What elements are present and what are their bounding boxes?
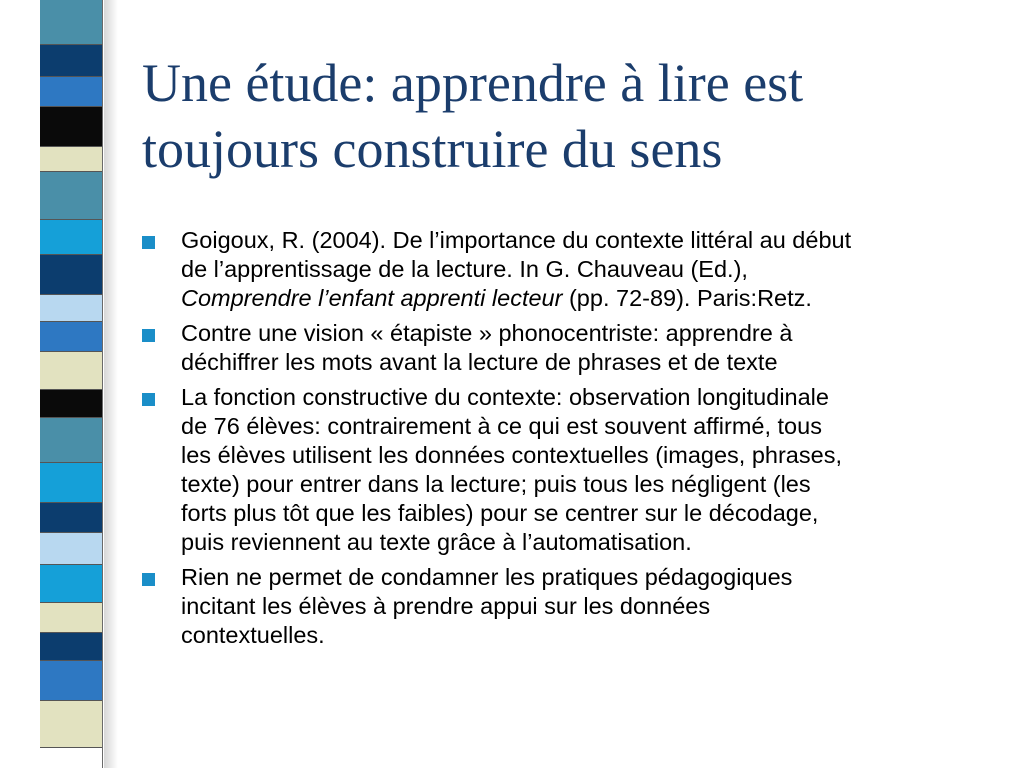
stripe-segment [40, 220, 102, 255]
bullet-item [142, 226, 1002, 313]
stripe-segment [40, 172, 102, 220]
bullet-text: de l’apprentissage de la lecture. In G. Chauveau (Ed.), [181, 256, 748, 282]
square-bullet-icon [142, 236, 155, 249]
bullet-text: (pp. 72-89). Paris:Retz. [562, 285, 812, 311]
bullet-text: déchiffrer les mots avant la lecture de phrases et de texte [181, 349, 778, 375]
bullet-text: puis reviennent au texte grâce à l’automatisation. [181, 529, 692, 555]
bullet-text: Rien ne permet de condamner les pratiques pédagogiques [181, 564, 793, 590]
stripe-segment [40, 322, 102, 352]
stripe-segment [40, 45, 102, 77]
bullet-list [142, 226, 1002, 656]
bullet-text: contextuelles. [181, 622, 325, 648]
bullet-text: texte) pour entrer dans la lecture; puis tous les négligent (les [181, 471, 811, 497]
stripe-segment [40, 107, 102, 147]
bullet-text: La fonction constructive du contexte: observation longitudinale [181, 384, 829, 410]
square-bullet-icon [142, 329, 155, 342]
title-line-1: Une étude: apprendre à lire est [142, 53, 804, 113]
stripe-segment [40, 633, 102, 661]
bullet-text: Goigoux, R. (2004). De l’importance du contexte littéral au début [181, 227, 852, 253]
bullet-text: les élèves utilisent les données contextuelles (images, phrases, [181, 442, 842, 468]
stripe-segment [40, 0, 102, 45]
stripe-segment [40, 533, 102, 565]
stripe-segment [40, 255, 102, 295]
stripe-segment [40, 352, 102, 390]
decorative-stripe [40, 0, 103, 768]
stripe-segment [40, 603, 102, 633]
stripe-segment [40, 147, 102, 172]
stripe-segment [40, 463, 102, 503]
stripe-segment [40, 418, 102, 463]
stripe-segment [40, 661, 102, 701]
bullet-text: incitant les élèves à prendre appui sur les données [181, 593, 711, 619]
square-bullet-icon [142, 393, 155, 406]
bullet-item [142, 319, 1002, 377]
bullet-item [142, 563, 1002, 650]
stripe-segment [40, 390, 102, 418]
stripe-segment [40, 565, 102, 603]
stripe-segment [40, 503, 102, 533]
stripe-segment [40, 77, 102, 107]
bullet-text: Contre une vision « étapiste » phonocentriste: apprendre à [181, 320, 793, 346]
stripe-segment [40, 295, 102, 322]
book-title: Comprendre l’enfant apprenti lecteur [181, 285, 563, 311]
bullet-text: de 76 élèves: contrairement à ce qui est souvent affirmé, tous [181, 413, 822, 439]
bullet-item [142, 383, 1002, 557]
stripe-segment [40, 701, 102, 748]
stripe-shadow [104, 0, 118, 768]
square-bullet-icon [142, 573, 155, 586]
title-line-2: toujours construire du sens [142, 119, 723, 179]
bullet-text: forts plus tôt que les faibles) pour se centrer sur le décodage, [181, 500, 819, 526]
slide-title [142, 50, 1002, 182]
